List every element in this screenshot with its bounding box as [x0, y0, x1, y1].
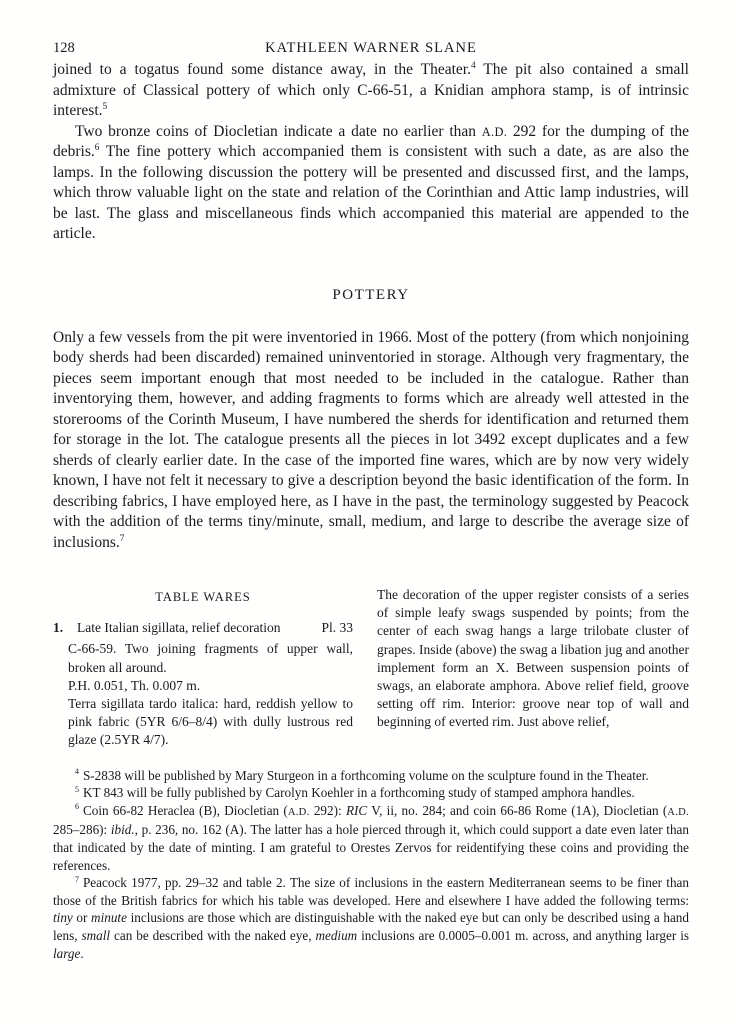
- footnote: [53, 784, 689, 802]
- footnote-number: 7: [75, 874, 79, 884]
- body-text: [53, 60, 689, 245]
- catalogue-entry-heading: [53, 619, 353, 637]
- entry-fabric: Terra sigillata tardo italica: hard, reddish yellow to pink fabric (5YR 6/6–8/4) with dully lustrous red glaze (2.5YR 4/7).: [68, 696, 353, 748]
- running-head: KATHLEEN WARNER SLANE: [265, 40, 477, 56]
- entry-body: [68, 640, 353, 749]
- entry-description: C-66-59. Two joining fragments of upper wall, broken all around.: [68, 641, 353, 675]
- footnote-number: 4: [75, 767, 79, 777]
- entry-dimensions: P.H. 0.051, Th. 0.007 m.: [68, 677, 201, 693]
- column-gap: [353, 586, 377, 750]
- footnote: [53, 874, 689, 962]
- footnote: [53, 767, 689, 785]
- paragraph-continued: joined to a togatus found some distance away, in the Theater.$^4$ The pit also contained a small admixture of Classical pottery of which only C-66-51, a Knidian amphora stamp, is of intrinsic interest.$^5$: [53, 60, 689, 119]
- footnote-text: Peacock 1977, pp. 29–32 and table 2. The size of inclusions in the eastern Mediterranean seems to be finer than those of the British fabrics for which his table was developed. Here and elsewhere I have added the following terms: tiny or minute inclusions are those which are distinguishable with the naked eye but can only be described using a hand lens, small can be described with the naked eye, medium inclusions are 0.0005–0.001 m. across, and anything larger is large.: [53, 875, 690, 961]
- footnote-number: 6: [75, 802, 79, 812]
- footnote: [53, 802, 689, 874]
- catalogue-left-column: [53, 586, 353, 750]
- entry-number: 1.: [53, 620, 64, 636]
- catalogue-right-column: [377, 586, 689, 750]
- table-wares-heading: TABLE WARES: [155, 590, 251, 604]
- catalogue-entry: [53, 619, 353, 749]
- page-number: 128: [53, 40, 75, 56]
- decoration-paragraph: The decoration of the upper register consists of a series of simple leafy swags suspended by points; from the center of each swag hangs a large trilobate cluster of grapes. Inside (above) the swag a libation jug and another implement form an X. Between suspension points of swags, an elaborate amphora. Above relief field, groove setting off rim. Interior: groove near top of wall and beginning of everted rim. Just above relief,: [377, 587, 689, 730]
- footnote-text: S-2838 will be published by Mary Sturgeon in a forthcoming volume on the sculpture found in the Theater.: [82, 767, 649, 783]
- paragraph-coins: Two bronze coins of Diocletian indicate a date no earlier than A.D. 292 for the dumping of the debris.$^6$ The fine pottery which accompanied them is consistent with such a date, as are also the lamps. In the following discussion the pottery will be presented and discussed first, and the lamps, which throw valuable light on the state and relation of the Corinthian and Attic lamp industries, will be last. The glass and miscellaneous finds which accompanied this material are appended to the article.: [53, 122, 689, 242]
- catalogue-columns: [53, 586, 689, 750]
- footnotes: [53, 767, 689, 963]
- paragraph-catalogue-intro: Only a few vessels from the pit were inventoried in 1966. Most of the pottery (from which nonjoining body sherds had been discarded) remained uninventoried in storage. Although very fragmentary, the pieces seem important enough that most needed to be included in the catalogue. Rather than inventorying them, however, and adding fragments to forms which are already well attested in the storerooms of the Corinth Museum, I have numbered the sherds for identification and returned them for storage in the lot. The catalogue presents all the pieces in lot 3492 except duplicates and a few sherds of clearly earlier date. In the case of the imported fine wares, which are by now very widely known, I have not felt it necessary to give a description beyond the basic identification of the form. In describing fabrics, I have employed here, as I have in the past, the terminology suggested by Peacock with the addition of the terms tiny/minute, small, medium, and large to describe the average size of inclusions.$^7$: [53, 328, 689, 551]
- pottery-intro: [53, 328, 689, 554]
- section-heading-pottery: POTTERY: [332, 286, 410, 303]
- footnote-text: KT 843 will be fully published by Carolyn Koehler in a forthcoming study of stamped amphora handles.: [82, 785, 635, 801]
- page-header: [53, 40, 689, 60]
- plate-reference: Pl. 33: [321, 620, 353, 636]
- footnote-text: Coin 66-82 Heraclea (B), Diocletian (A.D. 292): RIC V, ii, no. 284; and coin 66-86 Rome (1A), Diocletian (A.D. 285–286): ibid., p. 236, no. 162 (A). The latter has a hole pierced through it, which could support a date even later than that indicated by the date of minting. I am grateful to Orestes Zervos for reidentifying these coins and providing the references.: [53, 802, 689, 873]
- entry-title: Late Italian sigillata, relief decoration: [77, 620, 281, 636]
- footnote-number: 5: [75, 784, 79, 794]
